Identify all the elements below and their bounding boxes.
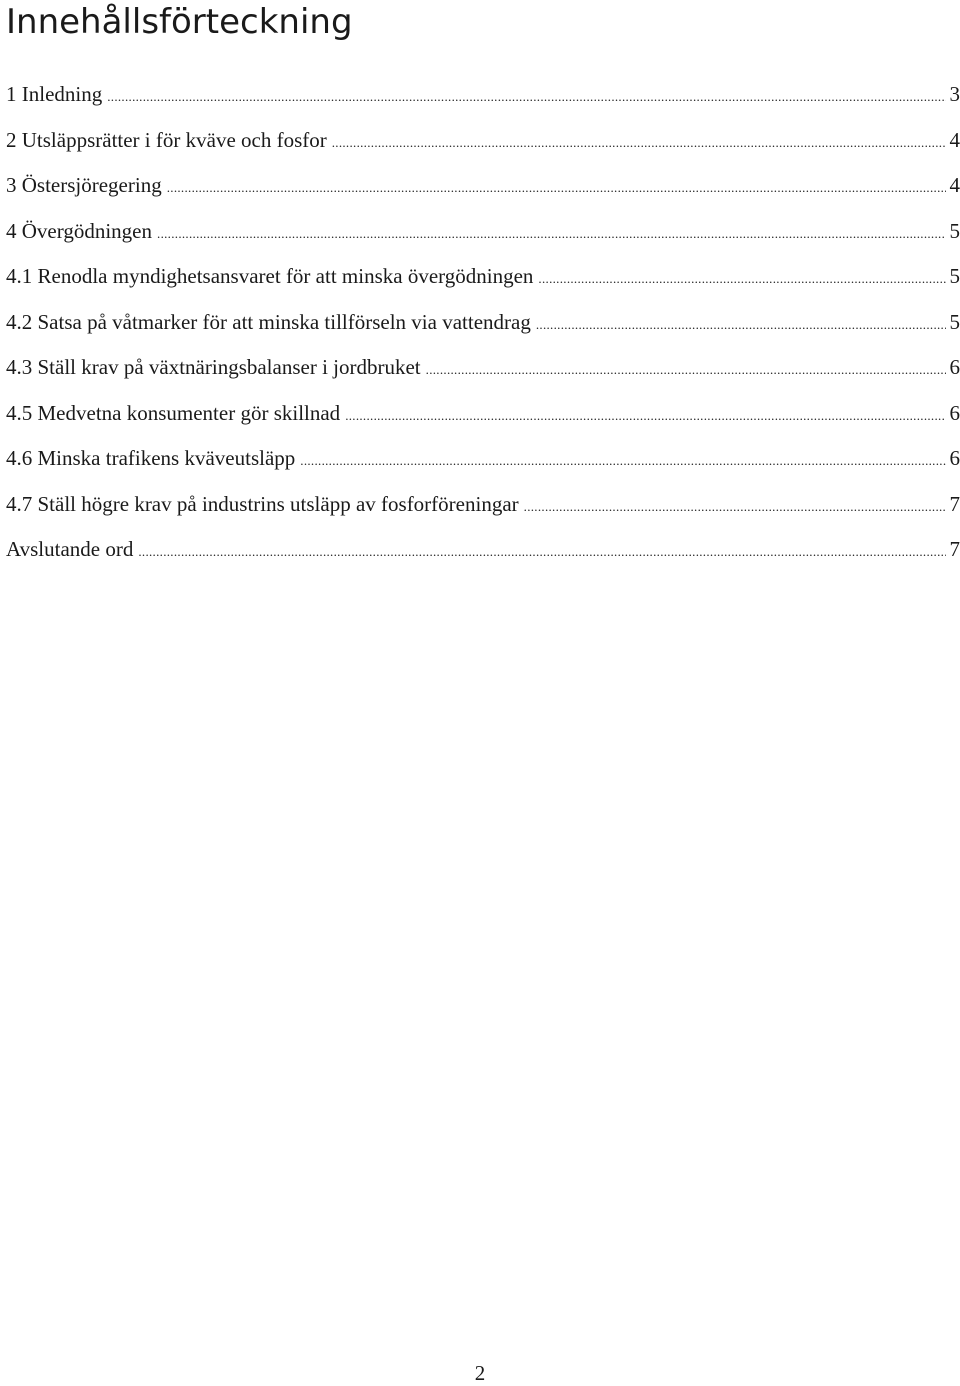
- toc-entry-page: 3: [949, 82, 960, 106]
- toc-entry-overgodningen[interactable]: [6, 210, 960, 256]
- toc-entry-label: 4.7 Ställ högre krav på industrins utsläpp av fosforföreningar: [6, 491, 519, 516]
- toc-entry-label: 4.2 Satsa på våtmarker för att minska tillförseln via vattendrag: [6, 309, 531, 334]
- dot-leader: [536, 304, 946, 346]
- toc-entry-label: 1 Inledning: [6, 82, 103, 106]
- toc-entry-label: 4.6 Minska trafikens kväveutsläpp: [6, 446, 296, 470]
- dot-leader: [538, 258, 946, 300]
- toc-entry-label: 4.5 Medvetna konsumenter gör skillnad: [6, 400, 341, 425]
- dot-leader: [345, 395, 946, 437]
- toc-entry-page: 6: [949, 400, 960, 425]
- toc-entry-label: Avslutande ord: [6, 537, 134, 561]
- dot-leader: [167, 167, 946, 209]
- toc-entry-inledning[interactable]: [6, 73, 960, 119]
- toc-entry-page: 7: [949, 537, 960, 561]
- toc-entry-label: 2 Utsläppsrätter i för kväve och fosfor: [6, 127, 327, 152]
- toc-entry-4-3[interactable]: [6, 346, 960, 392]
- toc-entry-utslappsratter[interactable]: [6, 119, 960, 165]
- toc-entry-page: 7: [949, 491, 960, 516]
- toc-entry-page: 5: [949, 264, 960, 288]
- toc-entry-avslutande-ord[interactable]: [6, 528, 960, 574]
- page-title: Innehållsförteckning: [6, 2, 353, 42]
- toc-entry-4-6[interactable]: [6, 437, 960, 483]
- dot-leader: [138, 531, 946, 573]
- dot-leader: [157, 213, 946, 255]
- toc-entry-4-5[interactable]: [6, 392, 960, 438]
- toc-entry-page: 5: [949, 309, 960, 334]
- table-of-contents: [6, 73, 960, 574]
- toc-entry-page: 6: [949, 446, 960, 470]
- dot-leader: [332, 122, 946, 164]
- toc-entry-4-1[interactable]: [6, 255, 960, 301]
- toc-entry-4-7[interactable]: [6, 483, 960, 529]
- toc-entry-ostersjoregering[interactable]: [6, 164, 960, 210]
- toc-entry-page: 6: [949, 355, 960, 379]
- toc-entry-page: 5: [949, 218, 960, 243]
- dot-leader: [426, 349, 946, 391]
- page-number: 2: [474, 1361, 486, 1385]
- toc-entry-page: 4: [949, 127, 960, 152]
- dot-leader: [107, 76, 946, 118]
- toc-entry-page: 4: [949, 173, 960, 197]
- toc-entry-4-2[interactable]: [6, 301, 960, 347]
- dot-leader: [524, 486, 946, 528]
- toc-entry-label: 3 Östersjöregering: [6, 173, 162, 197]
- toc-entry-label: 4.3 Ställ krav på växtnäringsbalanser i jordbruket: [6, 355, 421, 379]
- toc-entry-label: 4 Övergödningen: [6, 218, 153, 243]
- dot-leader: [300, 440, 946, 482]
- toc-entry-label: 4.1 Renodla myndighetsansvaret för att minska övergödningen: [6, 264, 534, 288]
